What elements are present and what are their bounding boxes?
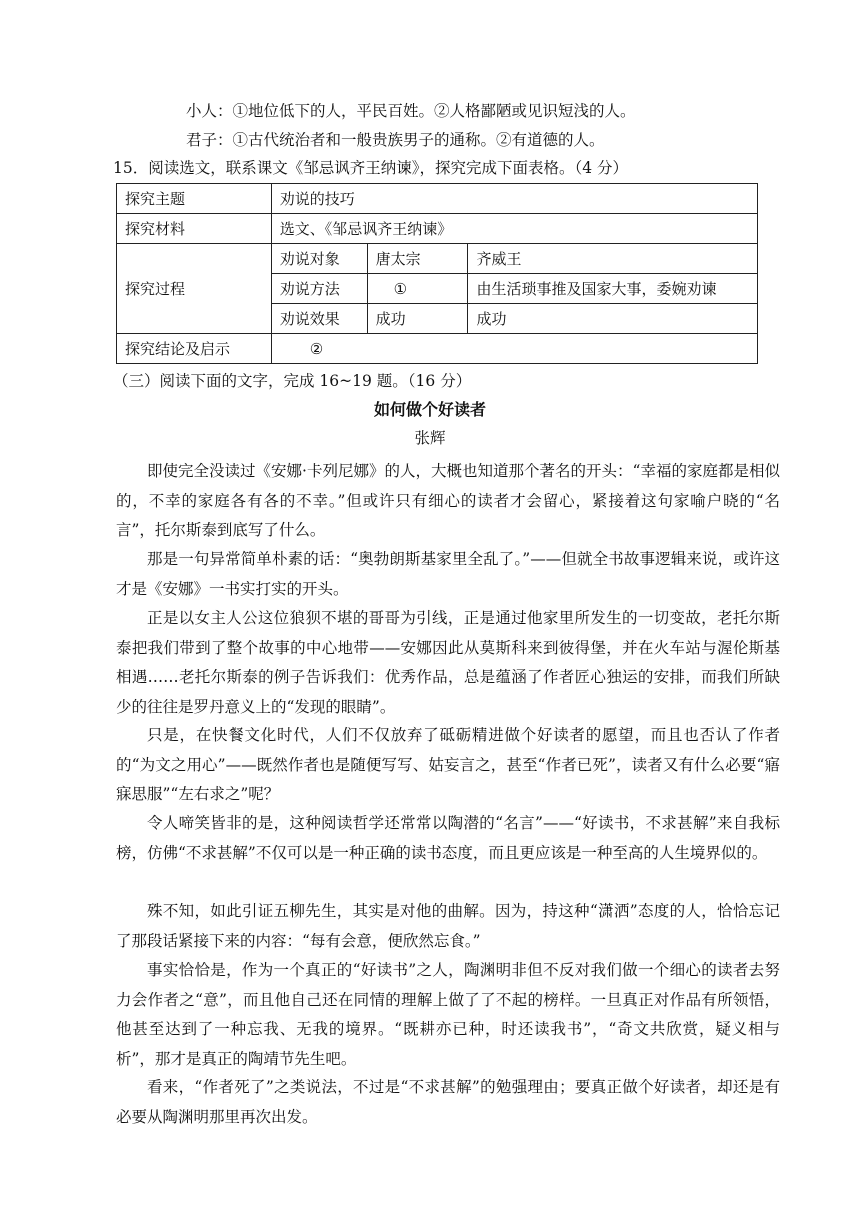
definition-xiaoren: 小人：①地位低下的人，平民百姓。②人格鄙陋或见识短浅的人。 [186,102,636,120]
table-cell-sublabel: 劝说对象 [271,244,367,274]
table-cell-label: 探究结论及启示 [117,334,272,364]
table-cell-value: 劝说的技巧 [271,184,757,214]
article-paragraph-5: 令人啼笑皆非的是，这种阅读哲学还常常以陶潜的“名言”——“好读书，不求甚解”来自我标榜，仿佛“不求甚解”不仅可以是一种正确的读书态度，而且更应该是一种至高的人生境界似的。 [116,814,780,862]
article-author: 张辉 [414,429,446,447]
table-row [117,184,758,214]
article-paragraph-6: 殊不知，如此引证五柳先生，其实是对他的曲解。因为，持这种“潇洒”态度的人，恰恰忘记了那段话紧接下来的内容：“每有会意，便欣然忘食。” [116,902,780,950]
definition-junzi: 君子：①古代统治者和一般贵族男子的通称。②有道德的人。 [186,131,605,149]
table-cell-value: 由生活琐事推及国家大事，委婉劝谏 [468,274,758,304]
table-cell-sublabel: 劝说效果 [271,304,367,334]
table-cell-sublabel: 劝说方法 [271,274,367,304]
table-cell-value: 唐太宗 [367,244,468,274]
exploration-table [116,183,758,364]
table-cell-label: 探究过程 [117,244,272,334]
article-paragraph-4: 只是，在快餐文化时代，人们不仅放弃了砥砺精进做个好读者的愿望，而且也否认了作者的“为文之用心”——既然作者也是随便写写、姑妄言之，甚至“作者已死”，读者又有什么必要“寤寐思服”“左右求之”呢？ [116,726,780,803]
table-cell-value: 齐威王 [468,244,758,274]
section-3-prompt: （三）阅读下面的文字，完成 16~19 题。（16 分） [113,372,472,390]
article-title: 如何做个好读者 [373,400,486,419]
answer-blank-1: ① [367,274,468,304]
article-paragraph-2: 那是一句异常简单朴素的话：“奥勃朗斯基家里全乱了。”——但就全书故事逻辑来说，或许这才是《安娜》一书实打实的开头。 [116,550,780,598]
table-cell-value: 选文、《邹忌讽齐王纳谏》 [271,214,757,244]
table-cell-label: 探究主题 [117,184,272,214]
article-paragraph-8: 看来，“作者死了”之类说法，不过是“不求甚解”的勉强理由；要真正做个好读者，却还是有必要从陶渊明那里再次出发。 [116,1078,780,1126]
article-paragraph-7: 事实恰恰是，作为一个真正的“好读书”之人，陶渊明非但不反对我们做一个细心的读者去努力会作者之“意”，而且他自己还在同情的理解上做了了不起的榜样。一旦真正对作品有所领悟，他甚至达到了一种忘我、无我的境界。“既耕亦已种，时还读我书”，“奇文共欣赏，疑义相与析”，那才是真正的陶靖节先生吧。 [116,961,780,1068]
table-row [117,214,758,244]
answer-blank-2: ② [271,334,757,364]
table-row [117,334,758,364]
article-paragraph-3: 正是以女主人公这位狼狈不堪的哥哥为引线，正是通过他家里所发生的一切变故，老托尔斯泰把我们带到了整个故事的中心地带——安娜因此从莫斯科来到彼得堡，并在火车站与渥伦斯基相遇……老托尔斯泰的例子告诉我们：优秀作品，总是蕴涵了作者匠心独运的安排，而我们所缺少的往往是罗丹意义上的“发现的眼睛”。 [116,609,780,716]
table-cell-value: 成功 [367,304,468,334]
article-paragraph-1: 即使完全没读过《安娜·卡列尼娜》的人，大概也知道那个著名的开头：“幸福的家庭都是相似的，不幸的家庭各有各的不幸。”但或许只有细心的读者才会留心，紧接着这句家喻户晓的“名言”，托尔斯泰到底写了什么。 [116,462,780,539]
table-cell-label: 探究材料 [117,214,272,244]
question-15-prompt: 15．阅读选文，联系课文《邹忌讽齐王纳谏》，探究完成下面表格。（4 分） [113,159,629,177]
table-row [117,244,758,274]
table-cell-value: 成功 [468,304,758,334]
